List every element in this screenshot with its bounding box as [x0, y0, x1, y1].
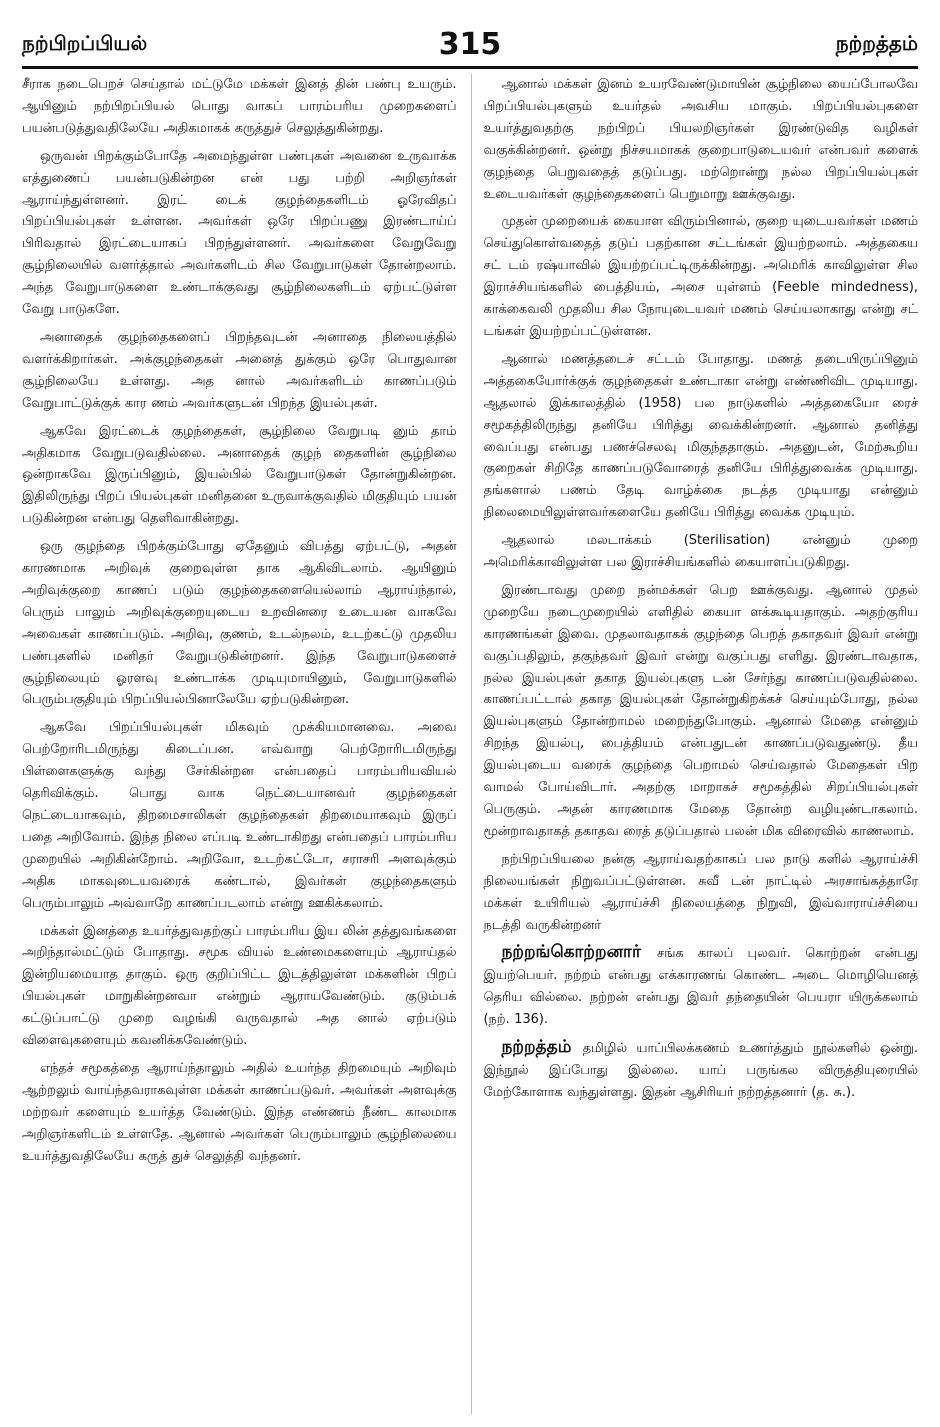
page-header	[22, 22, 918, 69]
paragraph: மக்கள் இனத்தை உயர்த்துவதற்குப் பாரம்பரிய இய லின் தத்துவங்களை அறிந்தால்மட்டும் போதாது. சமூக வியல் உண்மைகளையும் ஆராய்தல் இன்றியமையாத தாகும். ஒரு குறிப்பிட்ட இடத்திலுள்ள மக்களின் பிறப் பியல்புகள் மாறுகின்றனவா என்றும் ஆராயவேண்டும். குடும்பக் கட்டுப்பாட்டு முறை வழங்கி வருவதால் அத னால் ஏற்படும் விளைவுகளையும் கவனிக்கவேண்டும்.	[22, 923, 457, 1049]
entry-headword: நற்றத்தம்	[501, 1037, 583, 1058]
entry-body: சங்க காலப் புலவர். கொற்றன் என்பது இயற்பெயர். நற்றம் என்பது எக்காரணங் கொண்ட அடை மொழியெனத் தெரிய வில்லை. நற்றன் என்பது இவர் தந்தையின் பெயரா யிருக்கலாம் (நற். 136).	[483, 946, 918, 1028]
paragraph: ஆகவே இரட்டைக் குழந்தைகள், சூழ்நிலை வேறுபடி னும் தாம் அதிகமாக வேறுபடுவதில்லை. அனாதைக் குழந் தைகளின் சூழ்நிலை ஒன்றாகவே இருப்பினும், இயல்பில் வேறுபாடுகள் தோன்றுகின்றன. இதிலிருந்து பிறப் பியல்புகள் மனிதனை உருவாக்குவதில் மிகுதியும் பயன் படுகின்றன என்பது தெளிவாகின்றது.	[22, 423, 457, 527]
right-column	[471, 74, 919, 1414]
text-columns	[22, 74, 918, 1414]
entry-headword: நற்றங்கொற்றனார்	[501, 942, 657, 963]
paragraph: ஆனால் மணத்தடைச் சட்டம் போதாது. மணத் தடையிருப்பினும் அத்தகையோர்க்குக் குழந்தைகள் உண்டாகா என்று எண்ணிவிட முடியாது. ஆதலால் இக்காலத்தில் (1958) பல நாடுகளில் அத்தகையோ ரைச் சமூகத்திலிருந்து தனியே பிரித்து வைக்கின்றனர். ஆனால் தனித்து வைப்பது என்பது பணச்செலவு மிகுந்ததாகும். அதனுடன், மேற்கூறிய குறைகள் சிறிதே காணப்படுவோரைத் தனியே பிரித்துவைக்க முடியாது. தங்களால் பணம் தேடி வாழ்க்கை நடத்த முடியாது என்னும் நிலைமையிலுள்ளவர்களையே தனியே பிரித்து வைக்க முடியும்.	[483, 351, 918, 521]
paragraph: நற்பிறப்பியலை நன்கு ஆராய்வதற்காகப் பல நாடு களில் ஆராய்ச்சி நிலையங்கள் நிறுவப்பட்டுள்ளன. சுவீ டன் நாட்டில் அரசாங்கத்தாரே மக்கள் உயிரியல் ஆராய்ச்சி நிலையத்தை நிறுவி, இவ்வாராய்ச்சியை நடத்தி வருகின்றனர்	[483, 851, 918, 933]
dictionary-entry	[484, 942, 919, 1031]
paragraph: எந்தச் சமூகத்தை ஆராய்ந்தாலும் அதில் உயர்ந்த திறமையும் அறிவும் ஆற்றலும் வாய்ந்தவராகவுள்ள மக்கள் காணப்படுவர். அவர்கள் அளவுக்கு மற்றவர் களையும் உயர்த்த வேண்டும். இந்த எண்ணம் நீண்ட காலமாக அறிஞர்களிடம் உள்ளதே. ஆனால் அவர்கள் பெரும்பாலும் சூழ்நிலையை உயர்த்துவதிலேயே கருத் துச் செலுத்தி வந்தனர்.	[22, 1060, 457, 1164]
paragraph: ஒருவன் பிறக்கும்போதே அமைந்துள்ள பண்புகள் அவனை உருவாக்க எத்துணைப் பயன்படுகின்றன என் பது பற்றி அறிஞர்கள் ஆராய்ந்துள்ளனர். இரட் டைக் குழந்தைகளிடம் ஓரேவிதப் பிறப்பியல்புகள் உள்ளன. அவர்கள் ஒரே பிறப்பணு இரண்டாய்ப் பிரிவதால் இரட்டையாகப் பிறந்துள்ளனர். அவர்களை வேறுவேறு சூழ்நிலையில் வளர்த்தால் அவர்களிடம் சில வேறுபாடுகள் தோன்றலாம். அந்த வேறுபாடுகளை உண்டாக்குவது சூழ்நிலைகளிடம் ஏற்பட்டுள்ள வேறு பாடுகளே.	[22, 148, 457, 318]
paragraph: ஒரு குழந்தை பிறக்கும்போது ஏதேனும் விபத்து ஏற்பட்டு, அதன் காரணமாக அறிவுக் குறைவுள்ள தாக ஆகிவிடலாம். ஆயினும் அறிவுக்குறை காணப் படும் குழந்தைகளையெல்லாம் ஆராய்ந்தால், பெரும் பாலும் அறிவுக்குறையுடைய உறவினரை உடையன வாகவே அவைகள் காணப்படும். அறிவு, குணம், உடல்நலம், உடற்கட்டு முதலிய பண்புகளில் மனிதர் வேறுபடுகின்றனர். இந்த வேறுபாடுகளைச் சூழ்நிலையும் ஓரளவு உண்டாக்க முடியுமாயினும், வேறுபாடுகளில் பெரும்பகுதியும் பிறப்பியல்பினாலேயே ஏற்படுகின்றன.	[22, 539, 457, 708]
paragraph: சீராக நடைபெறச் செய்தால் மட்டுமே மக்கள் இனத் தின் பண்பு உயரும். ஆயினும் நற்பிறப்பியல் பொது வாகப் பாரம்பரிய முறைகளைப் பயன்படுத்துவதிலேயே அதிகமாகக் கருத்துச் செலுத்துகின்றது.	[22, 77, 457, 136]
paragraph: முதன் முறையைக் கையாள விரும்பினால், குறை யுடையவர்கள் மணம் செய்துகொள்வதைத் தடுப் பதற்கான சட்டங்கள் இயற்றலாம். அத்தகைய சட் டம் ரஷ்யாவில் இயற்றப்பட்டிருக்கின்றது. அமெரிக் காவிலுள்ள சில இராச்சியங்களில் பைத்தியம், அசை யுள்ளம் (Feeble mindedness), காக்கைவலி முதலிய சில நோயுடையவர் மணம் செய்யலாகாது என்று சட் டங்கள் இயற்றப்பட்டுள்ளன.	[483, 214, 918, 339]
paragraph: ஆதலால் மலடாக்கம் (Sterilisation) என்னும் முறை அமெரிக்காவிலுள்ள பல இராச்சியங்களில் கையாளப்படுகிறது.	[483, 533, 918, 571]
entry-body: தமிழில் யாப்பிலக்கணம் உணர்த்தும் நூல்களில் ஒன்று. இந்நூல் இப்போது இல்லை. யாப் பருங்கல விருத்தியுரையில் மேற்கோளாக வந்துள்ளது. இதன் ஆசிரியர் நற்றத்தனார் (த. சு.).	[483, 1041, 918, 1100]
header-left-title: நற்பிறப்பியல்	[22, 30, 148, 55]
dictionary-entry	[484, 1037, 919, 1104]
page-number: 315	[438, 26, 502, 62]
header-right-title: நற்றத்தம்	[835, 30, 918, 55]
left-column	[22, 74, 457, 1414]
paragraph: ஆனால் மக்கள் இனம் உயரவேண்டுமாயின் சூழ்நிலை யைப்போலவே பிறப்பியல்புகளும் உயர்தல் அவசிய மாகும். பிறப்பியல்புகளை உயர்த்துவதற்கு நற்பிறப் பியலறிஞர்கள் இரண்டுவித வழிகள் வகுக்கின்றனர். ஒன்று நிச்சயமாகக் குறைபாடுடையவர் என்பவர் களைக் குழந்தை பெறுவதைத் தடுப்பது. மற்றொன்று நல்ல பிறப்பியல்புகள் உடையவர்கள் குழந்தைகளைப் பெறுமாறு ஊக்குவது.	[483, 77, 918, 202]
paragraph: ஆகவே பிறப்பியல்புகள் மிகவும் முக்கியமானவை. அவை பெற்றோரிடமிருந்து கிடைப்பன. எவ்வாறு பெற்றோரிடமிருந்து பிள்ளைகளுக்கு வந்து சேர்கின்றன என்பதைப் பாரம்பரியவியல் தெரிவிக்கும். பொது வாக நெட்டையானவர் குழந்தைகள் நெட்டையாகவும், திறமைசாலிகள் குழந்தைகள் திறமையாகவும் இருப் பதை அறிவோம். இந்த நிலை எப்படி உண்டாகிறது என்பதைப் பாரம்பரிய முறையில் அறிகின்றோம். அறிவோ, உடற்கட்டோ, சராசரி அளவுக்கும் அதிக மாகவுடையவரைக் கண்டால், இவர்கள் குழந்தைகளும் பெரும்பாலும் அவ்வாறே காணப்படலாம் என்று ஊகிக்கலாம்.	[22, 720, 457, 911]
paragraph: இரண்டாவது முறை நன்மக்கள் பெற ஊக்குவது. ஆனால் முதல் முறையே நடைமுறையில் எளிதில் கையா ளக்கூடியதாகும். அதற்குரிய காரணங்கள் இவை. முதலாவதாகக் குழந்தை பெறத் தகாதவர் இவர் என்று வகுப்பதிலும், தகுந்தவர் இவர் என்று வகுப்பது எளிது. இரண்டாவதாக, நல்ல இயல்புகள் தகாத இயல்புகளு டன் சேர்ந்து காணப்படுவதில்லை. காணப்பட்டால் தகாத இயல்புகள் தோன்றுகிறக்கச் செய்யும்போது, நல்ல இயல்புகளும் தோன்றாமல் மறைந்துபோகும். ஆனால் மேதை என்னும் சிறந்த இயல்பு, பைத்தியம் என்பதுடன் காணப்படுவதுண்டு. தீய இயல்புடைய வரைக் குழந்தை பெறாமல் செய்வதால் மேதைகள் பிற வாமல் போய்விடார். அதற்கு மாறாகச் சமூகத்தில் சிறப்பியல்புகள் பெருகும். அதன் காரணமாக மேதை தோன்ற வழியுண்டாகலாம். மூன்றாவதாகத் தகாதவ ரைத் தடுப்பதால் பலன் மிக விரைவில் காணலாம்.	[483, 582, 918, 839]
paragraph: அனாதைக் குழந்தைகளைப் பிறந்தவுடன் அனாதை நிலையத்தில் வளர்க்கிறார்கள். அக்குழந்தைகள் அனைத் துக்கும் ஒரே பொதுவான சூழ்நிலையே உள்ளது. அத னால் அவர்களிடம் காணப்படும் வேறுபாட்டுக்குக் கார ணம் அவர்களுடன் பிறந்த இயல்புகள்.	[22, 329, 457, 411]
